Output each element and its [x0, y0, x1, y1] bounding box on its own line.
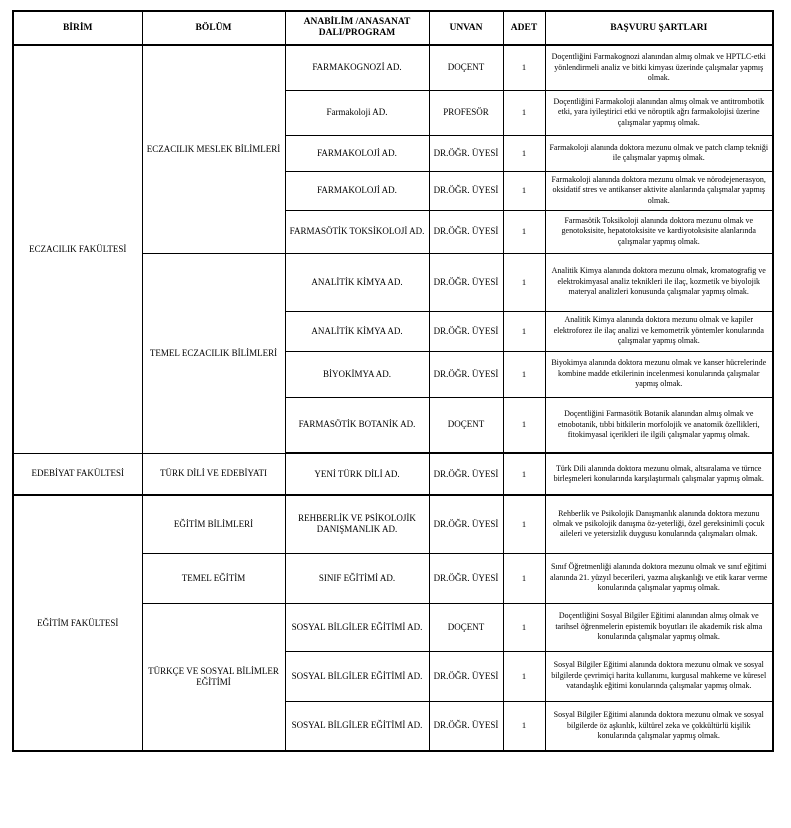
title-cell: PROFESÖR — [429, 90, 503, 135]
count-cell: 1 — [503, 45, 545, 90]
header-conditions: BAŞVURU ŞARTLARI — [545, 11, 773, 45]
conditions-cell: Analitik Kimya alanında doktora mezunu olmak, kromatografig ve elektrokimyasal analiz teknikleri ile ilaç, kozmetik ve biyolojik materyal analizleri konusunda çalışmalar yapmış olmak. — [545, 253, 773, 311]
title-cell: DR.ÖĞR. ÜYESİ — [429, 495, 503, 553]
table-header-row — [13, 11, 773, 45]
count-cell: 1 — [503, 603, 545, 651]
program-cell: ANALİTİK KİMYA AD. — [285, 311, 429, 351]
title-cell: DR.ÖĞR. ÜYESİ — [429, 701, 503, 751]
program-cell: SINIF EĞİTİMİ AD. — [285, 553, 429, 603]
header-count: ADET — [503, 11, 545, 45]
conditions-cell: Sosyal Bilgiler Eğitimi alanında doktora mezunu olmak ve sosyal bilgilerde öz aşkınlık, kültürel zeka ve çokkültürlü kişilik konularında çalışmalar yapmış olmak. — [545, 701, 773, 751]
conditions-cell: Farmakoloji alanında doktora mezunu olmak ve nörodejenerasyon, oksidatif stres ve antikanser aktivite alanlarında çalışmalar yapmış olmak. — [545, 171, 773, 210]
program-cell: ANALİTİK KİMYA AD. — [285, 253, 429, 311]
program-cell: FARMASÖTİK BOTANİK AD. — [285, 397, 429, 453]
program-cell: Farmakoloji AD. — [285, 90, 429, 135]
table-row — [13, 453, 773, 495]
program-cell: YENİ TÜRK DİLİ AD. — [285, 453, 429, 495]
count-cell: 1 — [503, 135, 545, 171]
unit-cell: EĞİTİM FAKÜLTESİ — [13, 495, 142, 751]
title-cell: DOÇENT — [429, 397, 503, 453]
conditions-cell: Doçentliğini Farmakoloji alanından almış olmak ve antitrombotik etki, yara iyileştirici etki ve nöroptik ağrı farmakolojisi üzerine çalışmalar yapmış olmak. — [545, 90, 773, 135]
conditions-cell: Rehberlik ve Psikolojik Danışmanlık alanında doktora mezunu olmak ve psikolojik danışma öz-yeterliği, özel gereksinimli çocuk aileleri ve yetersizlik duygusu konularında çalışmaları olmak. — [545, 495, 773, 553]
program-cell: FARMASÖTİK TOKSİKOLOJİ AD. — [285, 210, 429, 253]
title-cell: DR.ÖĞR. ÜYESİ — [429, 351, 503, 397]
count-cell: 1 — [503, 171, 545, 210]
header-title: UNVAN — [429, 11, 503, 45]
title-cell: DR.ÖĞR. ÜYESİ — [429, 311, 503, 351]
program-cell: SOSYAL BİLGİLER EĞİTİMİ AD. — [285, 603, 429, 651]
count-cell: 1 — [503, 311, 545, 351]
program-cell: FARMAKOLOJİ AD. — [285, 135, 429, 171]
program-cell: SOSYAL BİLGİLER EĞİTİMİ AD. — [285, 701, 429, 751]
count-cell: 1 — [503, 397, 545, 453]
title-cell: DR.ÖĞR. ÜYESİ — [429, 453, 503, 495]
count-cell: 1 — [503, 651, 545, 701]
unit-cell: ECZACILIK FAKÜLTESİ — [13, 45, 142, 453]
program-cell: FARMAKOGNOZİ AD. — [285, 45, 429, 90]
count-cell: 1 — [503, 253, 545, 311]
count-cell: 1 — [503, 701, 545, 751]
program-cell: SOSYAL BİLGİLER EĞİTİMİ AD. — [285, 651, 429, 701]
department-cell: TÜRKÇE VE SOSYAL BİLİMLER EĞİTİMİ — [142, 603, 285, 751]
title-cell: DR.ÖĞR. ÜYESİ — [429, 651, 503, 701]
program-cell: REHBERLİK VE PSİKOLOJİK DANIŞMANLIK AD. — [285, 495, 429, 553]
department-cell: ECZACILIK MESLEK BİLİMLERİ — [142, 45, 285, 253]
table-row — [13, 45, 773, 90]
conditions-cell: Biyokimya alanında doktora mezunu olmak ve kanser hücrelerinde kombine madde etkilerinin incelenmesi konularında çalışmalar yapmış olmak. — [545, 351, 773, 397]
conditions-cell: Türk Dili alanında doktora mezunu olmak, altsıralama ve türnce birleşmeleri konularında karşılaştırmalı çalışmalar yapmış olmak. — [545, 453, 773, 495]
department-cell: TEMEL ECZACILIK BİLİMLERİ — [142, 253, 285, 453]
department-cell: TÜRK DİLİ VE EDEBİYATI — [142, 453, 285, 495]
title-cell: DR.ÖĞR. ÜYESİ — [429, 553, 503, 603]
department-cell: EĞİTİM BİLİMLERİ — [142, 495, 285, 553]
conditions-cell: Sosyal Bilgiler Eğitimi alanında doktora mezunu olmak ve sosyal bilgilerde çevrimiçi harita kullanımı, kurgusal mahkeme ve küresel vatandaşlık eğitimi konularında çalışmalar yapmış olmak. — [545, 651, 773, 701]
title-cell: DR.ÖĞR. ÜYESİ — [429, 210, 503, 253]
unit-cell: EDEBİYAT FAKÜLTESİ — [13, 453, 142, 495]
title-cell: DOÇENT — [429, 603, 503, 651]
conditions-cell: Farmasötik Toksikoloji alanında doktora mezunu olmak ve genotoksisite, hepatotoksisite ve kardiyotoksisite alanlarında çalışmalar yapmış olmak. — [545, 210, 773, 253]
count-cell: 1 — [503, 210, 545, 253]
header-program: ANABİLİM /ANASANAT DALI/PROGRAM — [285, 11, 429, 45]
conditions-cell: Sınıf Öğretmenliği alanında doktora mezunu olmak ve sınıf eğitimi alanında 21. yüzyıl becerileri, yazma alışkanlığı ve etik karar verme konularında çalışmalar yapmış olmak. — [545, 553, 773, 603]
department-cell: TEMEL EĞİTİM — [142, 553, 285, 603]
conditions-cell: Doçentliğini Farmakognozi alanından almış olmak ve HPTLC-etki yönlendirmeli analiz ve bitki kimyası üzerinde çalışmalar yapmış olmak. — [545, 45, 773, 90]
title-cell: DR.ÖĞR. ÜYESİ — [429, 171, 503, 210]
header-unit: BİRİM — [13, 11, 142, 45]
title-cell: DOÇENT — [429, 45, 503, 90]
title-cell: DR.ÖĞR. ÜYESİ — [429, 253, 503, 311]
count-cell: 1 — [503, 90, 545, 135]
conditions-cell: Farmakoloji alanında doktora mezunu olmak ve patch clamp tekniği ile çalışmalar yapmış olmak. — [545, 135, 773, 171]
count-cell: 1 — [503, 453, 545, 495]
job-postings-table — [12, 10, 774, 752]
program-cell: BİYOKİMYA AD. — [285, 351, 429, 397]
program-cell: FARMAKOLOJİ AD. — [285, 171, 429, 210]
count-cell: 1 — [503, 495, 545, 553]
conditions-cell: Analitik Kimya alanında doktora mezunu olmak ve kapiler elektroforez ile ilaç analizi ve kemometrik yöntemler konularında çalışmalar yapmış olmak. — [545, 311, 773, 351]
title-cell: DR.ÖĞR. ÜYESİ — [429, 135, 503, 171]
conditions-cell: Doçentliğini Sosyal Bilgiler Eğitimi alanından almış olmak ve tarihsel öğrenmelerin epistemik boyutları ile akademik risk alma konularında çalışmalar yapmış olmak. — [545, 603, 773, 651]
count-cell: 1 — [503, 351, 545, 397]
table-row — [13, 495, 773, 553]
conditions-cell: Doçentliğini Farmasötik Botanik alanından almış olmak ve etnobotanik, tıbbi bitkilerin morfolojik ve anatomik özellikleri, fitokimyasal içerikleri ile ilgili çalışmalar yapmış olmak. — [545, 397, 773, 453]
count-cell: 1 — [503, 553, 545, 603]
header-department: BÖLÜM — [142, 11, 285, 45]
